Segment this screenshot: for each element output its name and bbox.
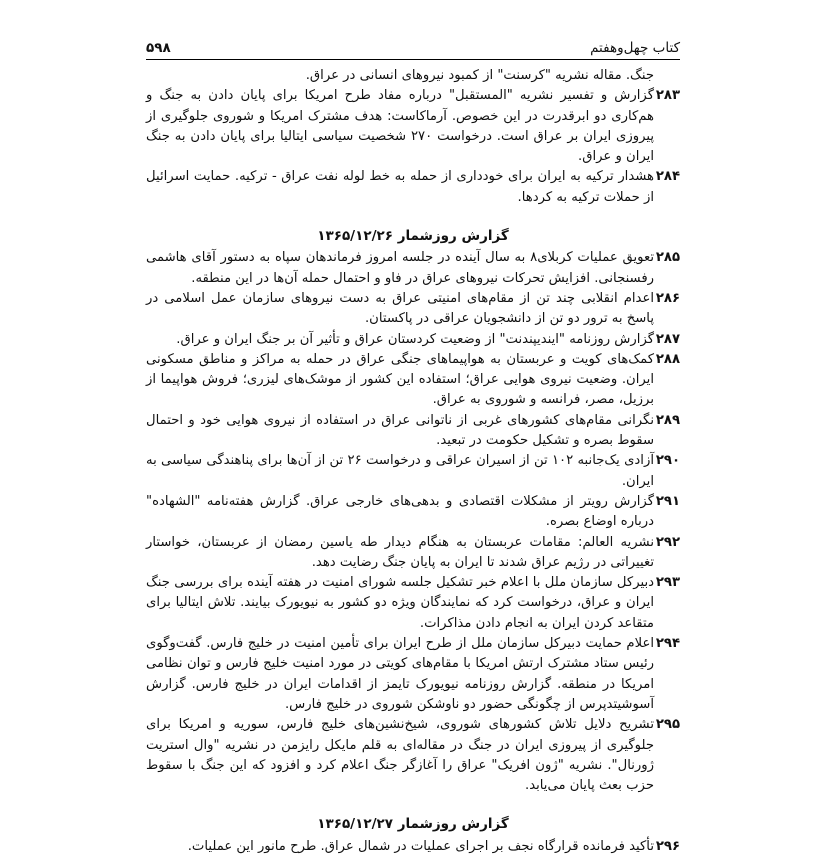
entry-item bbox=[146, 451, 680, 492]
entry-number: ۲۸۶ bbox=[655, 290, 680, 306]
entry-text: تأکید فرمانده قرارگاه نجف بر اجرای عملیات در شمال عراق. طرح مانور این عملیات. bbox=[187, 838, 654, 854]
entry-text: هشدار ترکیه به ایران برای خودداری از حمله به خط لوله نفت عراق - ترکیه. حمایت اسرائیل از حملات ترکیه به کردها. bbox=[146, 169, 654, 205]
entry-item bbox=[146, 573, 680, 634]
entry-text: گزارش روزنامه "ایندیپندنت" از وضعیت کردستان عراق و تأثیر آن بر جنگ ایران و عراق. bbox=[176, 331, 654, 347]
entry-number: ۲۸۳ bbox=[655, 88, 680, 104]
entry-item bbox=[146, 167, 680, 208]
entry-number: ۲۹۳ bbox=[655, 575, 680, 591]
entry-number: ۲۹۴ bbox=[655, 636, 680, 652]
entry-number: ۲۹۵ bbox=[655, 717, 680, 733]
sections-container bbox=[146, 86, 680, 857]
entry-number: ۲۸۷ bbox=[655, 331, 680, 347]
page-header bbox=[146, 34, 680, 60]
entry-item bbox=[146, 330, 680, 350]
entry-item bbox=[146, 837, 680, 857]
entry-number: ۲۹۶ bbox=[655, 838, 680, 854]
entry-item bbox=[146, 533, 680, 574]
entry-text: اعلام حمایت دبیرکل سازمان ملل از طرح ایران برای تأمین امنیت در خلیج فارس. گفت‌وگوی رئیس ستاد مشترک ارتش امریکا با مقام‌های کویتی در مورد امنیت خلیج فارس و توان نظامی امریکا در منطقه. گزارش روزنامه نیویورک تایمز از اقدامات ایران در خلیج فارس. گزارش آسوشیتدپرس از چگونگی حضور دو ناوشکن شوروی در خلیج فارس. bbox=[146, 636, 654, 712]
entry-item bbox=[146, 350, 680, 411]
entry-text: گزارش رویتر از مشکلات اقتصادی و بدهی‌های خارجی عراق. گزارش هفته‌نامه "الشهاده" درباره اوضاع بصره. bbox=[146, 493, 654, 530]
entry-text: نگرانی مقام‌های کشورهای غربی از ناتوانی عراق در استفاده از نیروی هوایی خود و احتمال سقوط بصره و تشکیل حکومت در تبعید. bbox=[146, 412, 654, 449]
entry-item bbox=[146, 248, 680, 289]
entry-number: ۲۸۸ bbox=[655, 351, 680, 367]
date-heading: گزارش روزشمار ۱۳۶۵/۱۲/۲۷ bbox=[317, 816, 509, 833]
entry-item bbox=[146, 289, 680, 330]
entry-text: تعویق عملیات کربلای۸ به سال آینده در جلسه امروز فرماندهان سپاه به دستور آقای هاشمی رفسنجانی. افزایش تحرکات نیروهای عراق در فاو و احتمال حمله آن‌ها در این منطقه. bbox=[146, 250, 655, 286]
entry-text: گزارش و تفسیر نشریه "المستقبل" درباره مفاد طرح امریکا برای پایان دادن به جنگ و هم‌کاری دو ابرقدرت در این خصوص. آرماکاست: هدف مشترک امریکا و شوروی جلوگیری از پیروزی ایران بر عراق است. درخواست ۲۷۰ شخصیت سیاسی ایتالیا برای پایان دادن به جنگ ایران و عراق. bbox=[146, 88, 654, 165]
entry-number: ۲۹۰ bbox=[655, 453, 680, 469]
entry-text: نشریه العالم: مقامات عربستان به هنگام دیدار طه یاسین رمضان از عربستان، خواستار تغییراتی در رژیم عراق شدند تا ایران به پایان جنگ رضایت دهد. bbox=[146, 534, 654, 570]
entry-item bbox=[146, 411, 680, 452]
entry-number: ۲۹۲ bbox=[655, 534, 680, 550]
entry-text: اعدام انقلابی چند تن از مقام‌های امنیتی عراق به دست نیروهای سازمان عمل اسلامی در پاسخ به ترور دو تن از دانشجویان عراقی در پاکستان. bbox=[146, 290, 654, 327]
entry-text: تشریح دلایل تلاش کشورهای شوروی، شیخ‌نشین‌های خلیج فارس، سوریه و امریکا برای جلوگیری از پیروزی ایران در جنگ در مقاله‌ای به قلم مایکل رایزمن در نشریه "وال استریت ژورنال". نشریه "ژون افریک" عراق را آغازگر جنگ اعلام کرد و افزود که این جنگ با سقوط حزب بعث پایان می‌یابد. bbox=[146, 717, 654, 794]
entry-text: آزادی یک‌جانبه ۱۰۲ تن از اسیران عراقی و درخواست ۲۶ تن از آن‌ها برای پناهندگی سیاسی به ایران. bbox=[146, 453, 654, 489]
page-body bbox=[146, 66, 680, 857]
entry-number: ۲۹۱ bbox=[655, 493, 680, 509]
entry-number: ۲۸۵ bbox=[655, 250, 680, 266]
entry-text: دبیرکل سازمان ملل با اعلام خبر تشکیل جلسه شورای امنیت در هفته آینده برای بررسی جنگ ایران و عراق، درخواست کرد که نمایندگان ویژه دو کشور به نیویورک بیایند. تلاش ایتالیا برای متقاعد کردن ایران به انجام دادن مذاکرات. bbox=[146, 575, 654, 631]
entry-number: ۲۸۴ bbox=[655, 169, 680, 185]
entry-item bbox=[146, 634, 680, 715]
continued-text: جنگ. مقاله نشریه "کرسنت" از کمبود نیروهای انسانی در عراق. bbox=[305, 68, 654, 83]
entry-number: ۲۸۹ bbox=[655, 412, 680, 428]
entry-item bbox=[146, 86, 680, 167]
entry-item bbox=[146, 492, 680, 533]
date-heading: گزارش روزشمار ۱۳۶۵/۱۲/۲۶ bbox=[317, 228, 509, 245]
entry-text: کمک‌های کویت و عربستان به هواپیماهای جنگی عراق در حمله به مراکز و مناطق مسکونی ایران. وضعیت نیروی هوایی عراق؛ استفاده این کشور از موشک‌های لیزری؛ فروش هواپیما از برزیل، مصر، فرانسه و شوروی به عراق. bbox=[146, 351, 654, 408]
page-number: ۵۹۸ bbox=[146, 40, 171, 56]
entry-item bbox=[146, 715, 680, 796]
book-title: کتاب چهل‌وهفتم bbox=[590, 40, 680, 56]
